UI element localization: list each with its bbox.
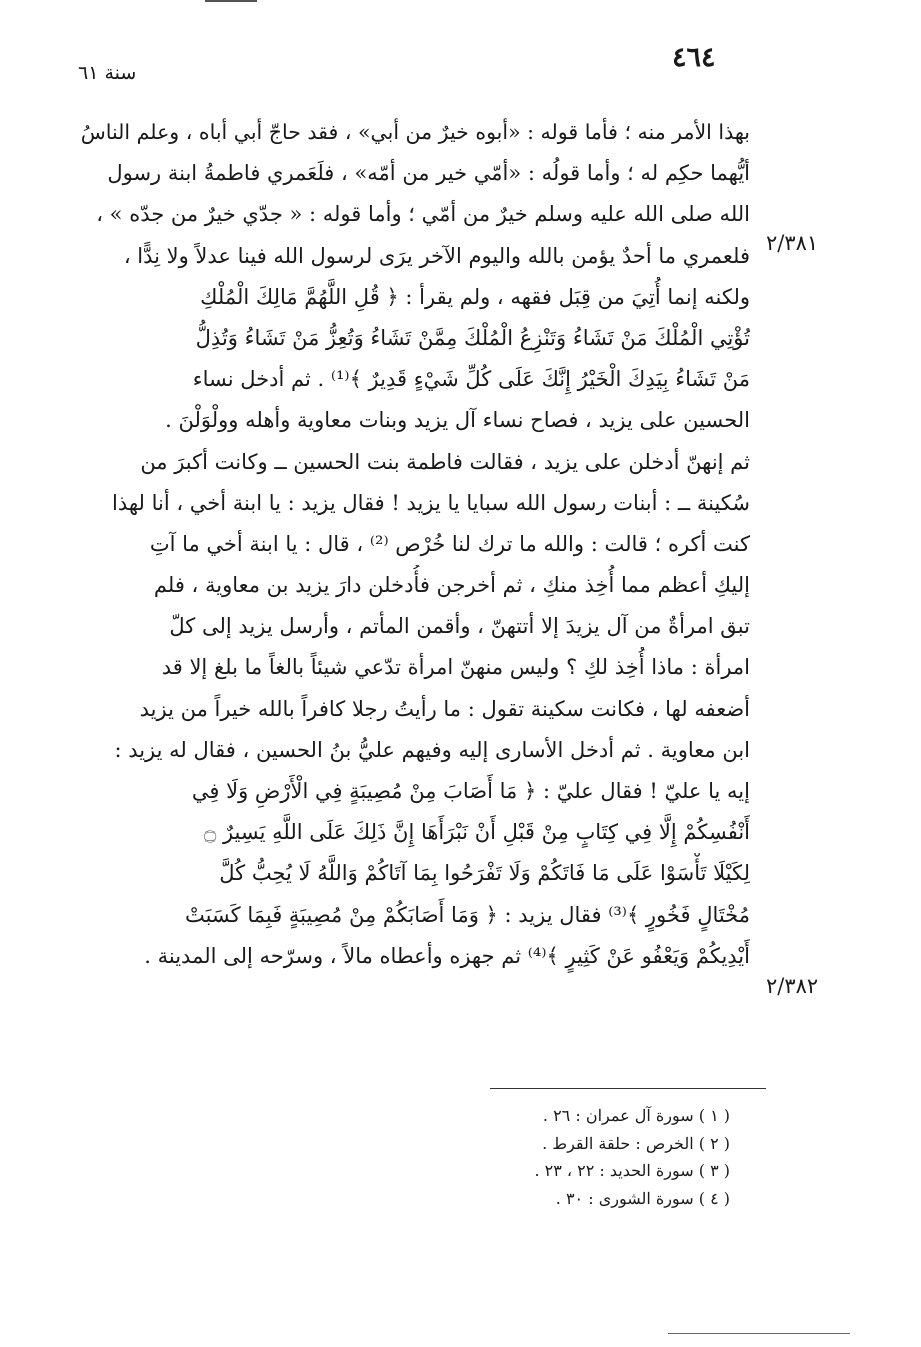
margin-reference: ٢/٣٨١	[766, 231, 819, 255]
text-line: بهذا الأمر منه ؛ فأما قوله : «أبوه خيرٌ من أبي» ، فقد حاجّ أبي أباه ، وعلم الناسُ	[80, 120, 750, 144]
body-text	[72, 112, 750, 977]
bottom-edge-line	[668, 1333, 850, 1334]
top-edge-mark	[205, 0, 257, 2]
text-line: امرأة : ماذا أُخِذ لكِ ؟ وليس منهنّ امرأة تدّعي شيئاً بالغاً ما بلغ إلا قد	[161, 655, 750, 680]
text-line: مُخْتَالٍ فَخُورٍ ﴾⁽³⁾ فقال يزيد : ﴿ وَمَا أَصَابَكُمْ مِنْ مُصِيبَةٍ فَبِمَا كَسَبَتْ	[184, 902, 750, 927]
text-line: ثم إنهنّ أدخلن على يزيد ، فقالت فاطمة بنت الحسين ــ وكانت أكبرَ من	[140, 449, 750, 474]
text-line: الحسين على يزيد ، فصاح نساء آل يزيد وبنات معاوية وأهله وولْوَلْنَ .	[165, 408, 750, 433]
text-line: سُكينة ــ : أبنات رسول الله سبايا يا يزيد ! فقال يزيد : يا ابنة أخي ، أنا لهذا	[111, 490, 750, 515]
footnote: ( ١ ) سورة آل عمران : ٢٦ .	[542, 1106, 730, 1125]
text-line: الله صلى الله عليه وسلم خيرٌ من أمّي ؛ وأما قوله : « جدّي خيرٌ من جدّه » ،	[96, 202, 750, 227]
text-line: أيُّهما حكِم له ؛ وأما قولُه : «أمّي خير من أمّه» ، فلَعَمري فاطمةُ ابنة رسول	[107, 161, 750, 186]
footnote-divider	[490, 1088, 766, 1089]
footnotes	[420, 1102, 730, 1212]
text-line: ولكنه إنما أُتِيَ من قِبَل فقهه ، ولم يقرأ : ﴿ قُلِ اللَّهُمَّ مَالِكَ الْمُلْكِ	[200, 284, 750, 309]
text-line: فلعمري ما أحدٌ يؤمن بالله واليوم الآخر يرَى لرسول الله فينا عدلاً ولا نِدًّا ،	[123, 243, 750, 268]
page-number: ٤٦٤	[672, 42, 716, 73]
text-line: كنت أكره ؛ قالت : والله ما ترك لنا خُرْص ⁽²⁾ ، قال : يا ابنة أخي ما آتِ	[149, 531, 750, 556]
text-line: أضعفه لها ، فكانت سكينة تقول : ما رأيتُ رجلا كافراً بالله خيراً من يزيد	[139, 696, 750, 721]
year-label: سنة ٦١	[78, 62, 137, 84]
text-line: لِكَيْلَا تَأْسَوْا عَلَى مَا فَاتَكُمْ وَلَا تَفْرَحُوا بِمَا آتَاكُمْ وَاللَّهُ لَا يُحِبُّ كُلَّ	[219, 861, 750, 886]
text-line: أَنْفُسِكُمْ إِلَّا فِي كِتَابٍ مِنْ قَبْلِ أَنْ نَبْرَأَهَا إِنَّ ذَلِكَ عَلَى اللَّهِ يَسِيرٌ ۝	[203, 820, 750, 845]
text-line: ابن معاوية . ثم أدخل الأسارى إليه وفيهم عليُّ بنُ الحسين ، فقال له يزيد :	[114, 737, 750, 762]
text-line: إليكِ أعظم مما أُخِذ منكِ ، ثم أخرجن فأُدخلن دارَ يزيد بن معاوية ، فلم	[153, 573, 750, 598]
margin-reference: ٢/٣٨٢	[766, 974, 819, 998]
text-line: أَيْدِيكُمْ وَيَعْفُو عَنْ كَثِيرٍ ﴾⁽⁴⁾ ثم جهزه وأعطاه مالاً ، وسرّحه إلى المدينة .	[144, 943, 750, 968]
text-line: تُؤْتِي الْمُلْكَ مَنْ تَشَاءُ وَتَنْزِعُ الْمُلْكَ مِمَّنْ تَشَاءُ وَتُعِزُّ مَنْ تَشَاءُ وَتُذِلُّ	[195, 325, 750, 350]
text-line: مَنْ تَشَاءُ بِيَدِكَ الْخَيْرُ إِنَّكَ عَلَى كُلِّ شَيْءٍ قَدِيرٌ ﴾⁽¹⁾ . ثم أدخل نساء	[192, 367, 750, 392]
footnote: ( ٣ ) سورة الحديد : ٢٢ ، ٢٣ .	[534, 1161, 730, 1180]
text-line: إيه يا عليّ ! فقال عليّ : ﴿ مَا أَصَابَ مِنْ مُصِيبَةٍ فِي الْأَرْضِ وَلَا فِي	[191, 779, 750, 803]
footnote: ( ٤ ) سورة الشورى : ٣٠ .	[555, 1188, 730, 1208]
footnote: ( ٢ ) الخرص : حلقة القرط .	[542, 1133, 730, 1153]
text-line: تبق امرأةٌ من آل يزيدَ إلا أتتهنّ ، وأقمن المأتم ، وأرسل يزيد إلى كلّ	[169, 614, 750, 639]
